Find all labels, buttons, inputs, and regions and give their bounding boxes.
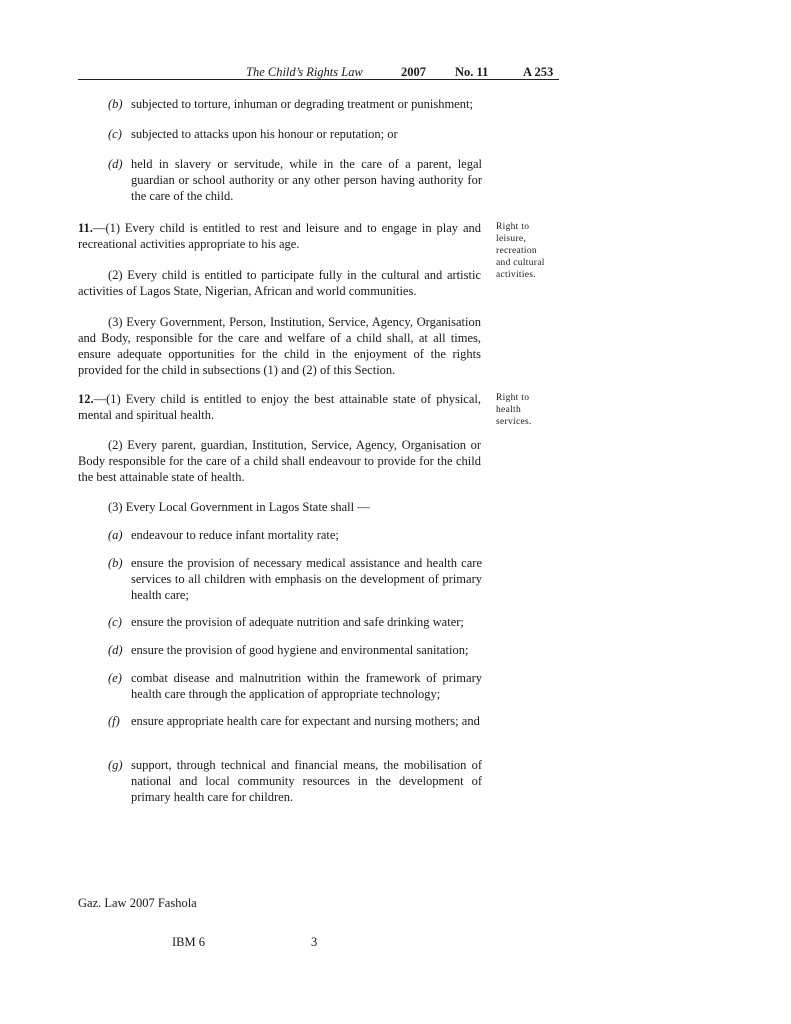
- item-text: combat disease and malnutrition within the framework of primary health care through the application of appropriate technology;: [131, 671, 482, 701]
- margin-note-line: recreation: [496, 246, 537, 256]
- list-item: [108, 757, 482, 805]
- running-header-page: A 253: [523, 65, 554, 79]
- section-text: —(1) Every child is entitled to rest and leisure and to engage in play and recreational activities appropriate to his age.: [78, 221, 481, 251]
- running-header-title: The Child’s Rights Law: [246, 65, 363, 79]
- list-item: [108, 527, 482, 543]
- item-label: (g): [108, 758, 123, 772]
- margin-note-section-12: [496, 392, 560, 428]
- list-item: [108, 156, 482, 204]
- item-text: ensure the provision of necessary medical assistance and health care services to all children with emphasis on the development of primary health care;: [131, 556, 482, 602]
- item-label: (b): [108, 97, 123, 111]
- list-item: [108, 642, 482, 658]
- item-label: (d): [108, 643, 123, 657]
- list-item: [108, 614, 482, 630]
- list-item: [108, 126, 482, 142]
- margin-note-line: health: [496, 405, 522, 415]
- margin-note-line: and cultural: [496, 258, 545, 268]
- list-item: [108, 670, 482, 702]
- gazette-footer: Gaz. Law 2007 Fashola: [78, 896, 197, 910]
- item-text: held in slavery or servitude, while in the care of a parent, legal guardian or school authority or any other person having authority for the care of the child.: [131, 157, 482, 203]
- running-header-year: 2007: [401, 65, 426, 79]
- section-11-subsection-1: [78, 220, 481, 252]
- margin-note-line: leisure,: [496, 234, 527, 244]
- item-label: (a): [108, 528, 123, 542]
- list-item: [108, 713, 482, 729]
- section-number: 12.: [78, 392, 94, 406]
- margin-note-line: Right to: [496, 393, 530, 403]
- list-item: [108, 96, 482, 112]
- item-label: (c): [108, 615, 122, 629]
- running-header-number: No. 11: [455, 65, 489, 79]
- section-11-subsection-2: (2) Every child is entitled to participate fully in the cultural and artistic activities of Lagos State, Nigerian, African and world communities.: [78, 268, 481, 298]
- print-number: 3: [311, 935, 318, 949]
- section-12-subsection-3: (3) Every Local Government in Lagos State shall —: [108, 500, 370, 514]
- item-text: subjected to torture, inhuman or degrading treatment or punishment;: [131, 97, 473, 111]
- section-number: 11.: [78, 221, 93, 235]
- section-text: —(1) Every child is entitled to enjoy the best attainable state of physical, mental and spiritual health.: [78, 392, 481, 422]
- item-text: ensure the provision of good hygiene and environmental sanitation;: [131, 643, 469, 657]
- item-text: ensure the provision of adequate nutrition and safe drinking water;: [131, 615, 464, 629]
- item-label: (f): [108, 714, 120, 728]
- header-rule: [78, 79, 559, 80]
- item-label: (c): [108, 127, 122, 141]
- item-label: (e): [108, 671, 122, 685]
- margin-note-line: services.: [496, 417, 532, 427]
- item-text: subjected to attacks upon his honour or reputation; or: [131, 127, 398, 141]
- margin-note-section-11: [496, 221, 560, 281]
- item-label: (d): [108, 157, 123, 171]
- item-label: (b): [108, 556, 123, 570]
- margin-note-line: Right to: [496, 222, 530, 232]
- section-11-subsection-3: (3) Every Government, Person, Institution, Service, Agency, Organisation and Body, responsible for the care and welfare of a child shall, at all times, ensure adequate opportunities for the child in the enjoyment of the rights provided for the child in subsections (1) and (2) of this Section.: [78, 315, 481, 377]
- section-12-subsection-1: [78, 391, 481, 423]
- item-text: ensure appropriate health care for expectant and nursing mothers; and: [131, 714, 480, 728]
- print-code: IBM 6: [172, 935, 205, 949]
- item-text: support, through technical and financial means, the mobilisation of national and local community resources in the development of primary health care for children.: [131, 758, 482, 804]
- list-item: [108, 555, 482, 603]
- margin-note-line: activities.: [496, 270, 536, 280]
- section-12-subsection-2: (2) Every parent, guardian, Institution, Service, Agency, Organisation or Body responsible for the care of a child shall endeavour to provide for the child the best attainable state of health.: [78, 438, 481, 484]
- item-text: endeavour to reduce infant mortality rate;: [131, 528, 339, 542]
